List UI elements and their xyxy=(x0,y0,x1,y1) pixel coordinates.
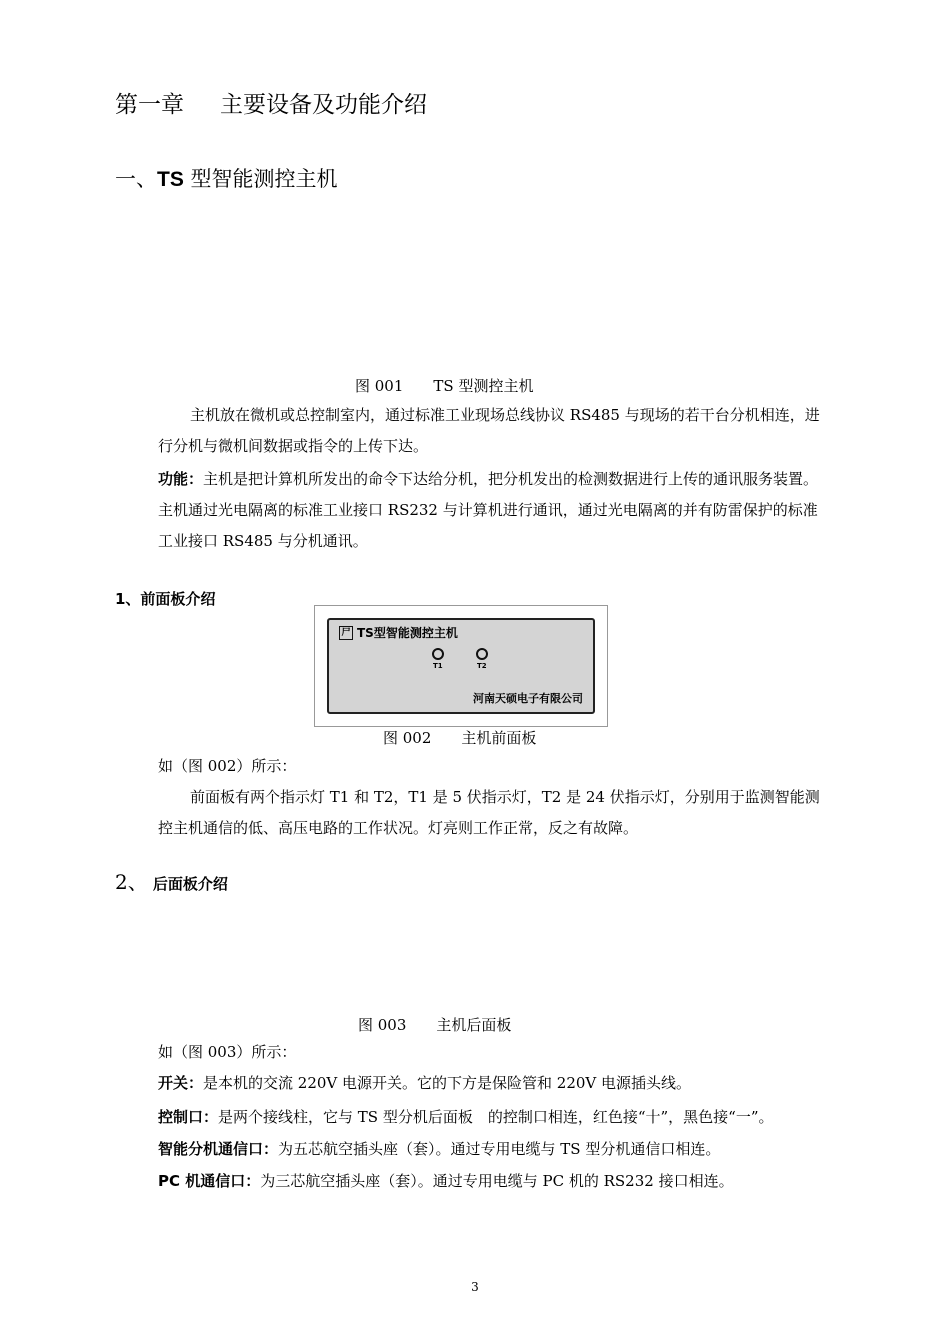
logo-icon: 尸 xyxy=(339,626,353,640)
item-control-label: 控制口： xyxy=(158,1108,219,1126)
led-t2-icon xyxy=(476,648,488,660)
subsection-rear-panel xyxy=(115,866,228,895)
figure-001-label: 图 001 xyxy=(355,377,404,395)
intro-paragraph xyxy=(158,400,830,462)
ref-003: 如（图 003）所示： xyxy=(158,1043,297,1061)
panel-company: 河南天硕电子有限公司 xyxy=(473,692,583,705)
function-text: 主机是把计算机所发出的命令下达给分机，把分机发出的检测数据进行上传的通讯服务装置。主机通过光电隔离的标准工业接口 RS232 与计算机进行通讯，通过光电隔离的并有防雷保护的标准工业接口 RS485 与分机通讯。 xyxy=(158,470,819,550)
chapter-title: 主要设备及功能介绍 xyxy=(220,92,427,118)
figure-001-caption xyxy=(355,375,533,396)
subsection-front-panel: 1、前面板介绍 xyxy=(115,590,216,608)
led-t1-label: T1 xyxy=(433,662,443,670)
figure-001-title: TS 型测控主机 xyxy=(433,377,534,395)
item-pc-comm-label: PC 机通信口： xyxy=(158,1172,261,1190)
item-sub-comm-text: 为五芯航空插头座（套）。通过专用电缆与 TS 型分机通信口相连。 xyxy=(278,1140,721,1158)
front-panel-description xyxy=(158,782,830,844)
page-number: 3 xyxy=(471,1280,479,1294)
figure-002-label: 图 002 xyxy=(383,729,432,747)
figure-002-title: 主机前面板 xyxy=(461,729,537,747)
figure-003-title: 主机后面板 xyxy=(436,1016,512,1034)
item-sub-comm-port xyxy=(158,1134,830,1165)
item-sub-comm-label: 智能分机通信口： xyxy=(158,1140,279,1158)
intro-text: 主机放在微机或总控制室内，通过标准工业现场总线协议 RS485 与现场的若干台分机相连，进行分机与微机间数据或指令的上传下达。 xyxy=(158,406,820,455)
led-t1-icon xyxy=(432,648,444,660)
led-t2-label: T2 xyxy=(477,662,487,670)
section-model: TS xyxy=(157,168,184,191)
item-control-text: 是两个接线柱，它与 TS 型分机后面板 的控制口相连，红色接“十”，黑色接“一”。 xyxy=(218,1108,774,1126)
ref-002: 如（图 002）所示： xyxy=(158,757,297,775)
panel-title: TS型智能测控主机 xyxy=(357,626,458,640)
section-prefix: 一、 xyxy=(115,167,157,191)
front-panel xyxy=(327,618,595,714)
item-switch-text: 是本机的交流 220V 电源开关。它的下方是保险管和 220V 电源插头线。 xyxy=(203,1074,692,1092)
figure-002-caption xyxy=(383,727,536,748)
item-pc-comm-port xyxy=(158,1166,830,1197)
figure-003-label: 图 003 xyxy=(358,1016,407,1034)
item-control-port xyxy=(158,1102,830,1133)
subsection-rear-number: 2、 xyxy=(115,870,148,894)
figure-003-caption xyxy=(358,1014,511,1035)
subsection-rear-title: 后面板介绍 xyxy=(152,875,228,893)
item-pc-comm-text: 为三芯航空插头座（套）。通过专用电缆与 PC 机的 RS232 接口相连。 xyxy=(260,1172,734,1190)
front-panel-figure xyxy=(314,605,608,727)
chapter-heading xyxy=(115,86,427,119)
item-switch-label: 开关： xyxy=(158,1074,204,1092)
function-label: 功能： xyxy=(158,470,204,488)
function-paragraph xyxy=(158,464,830,557)
section-title: 型智能测控主机 xyxy=(190,167,338,191)
chapter-number: 第一章 xyxy=(115,92,184,118)
item-switch xyxy=(158,1068,830,1099)
front-panel-text: 前面板有两个指示灯 T1 和 T2，T1 是 5 伏指示灯，T2 是 24 伏指示灯，分别用于监测智能测控主机通信的低、高压电路的工作状况。灯亮则工作正常，反之有故障。 xyxy=(158,788,820,837)
section-heading xyxy=(115,163,338,193)
